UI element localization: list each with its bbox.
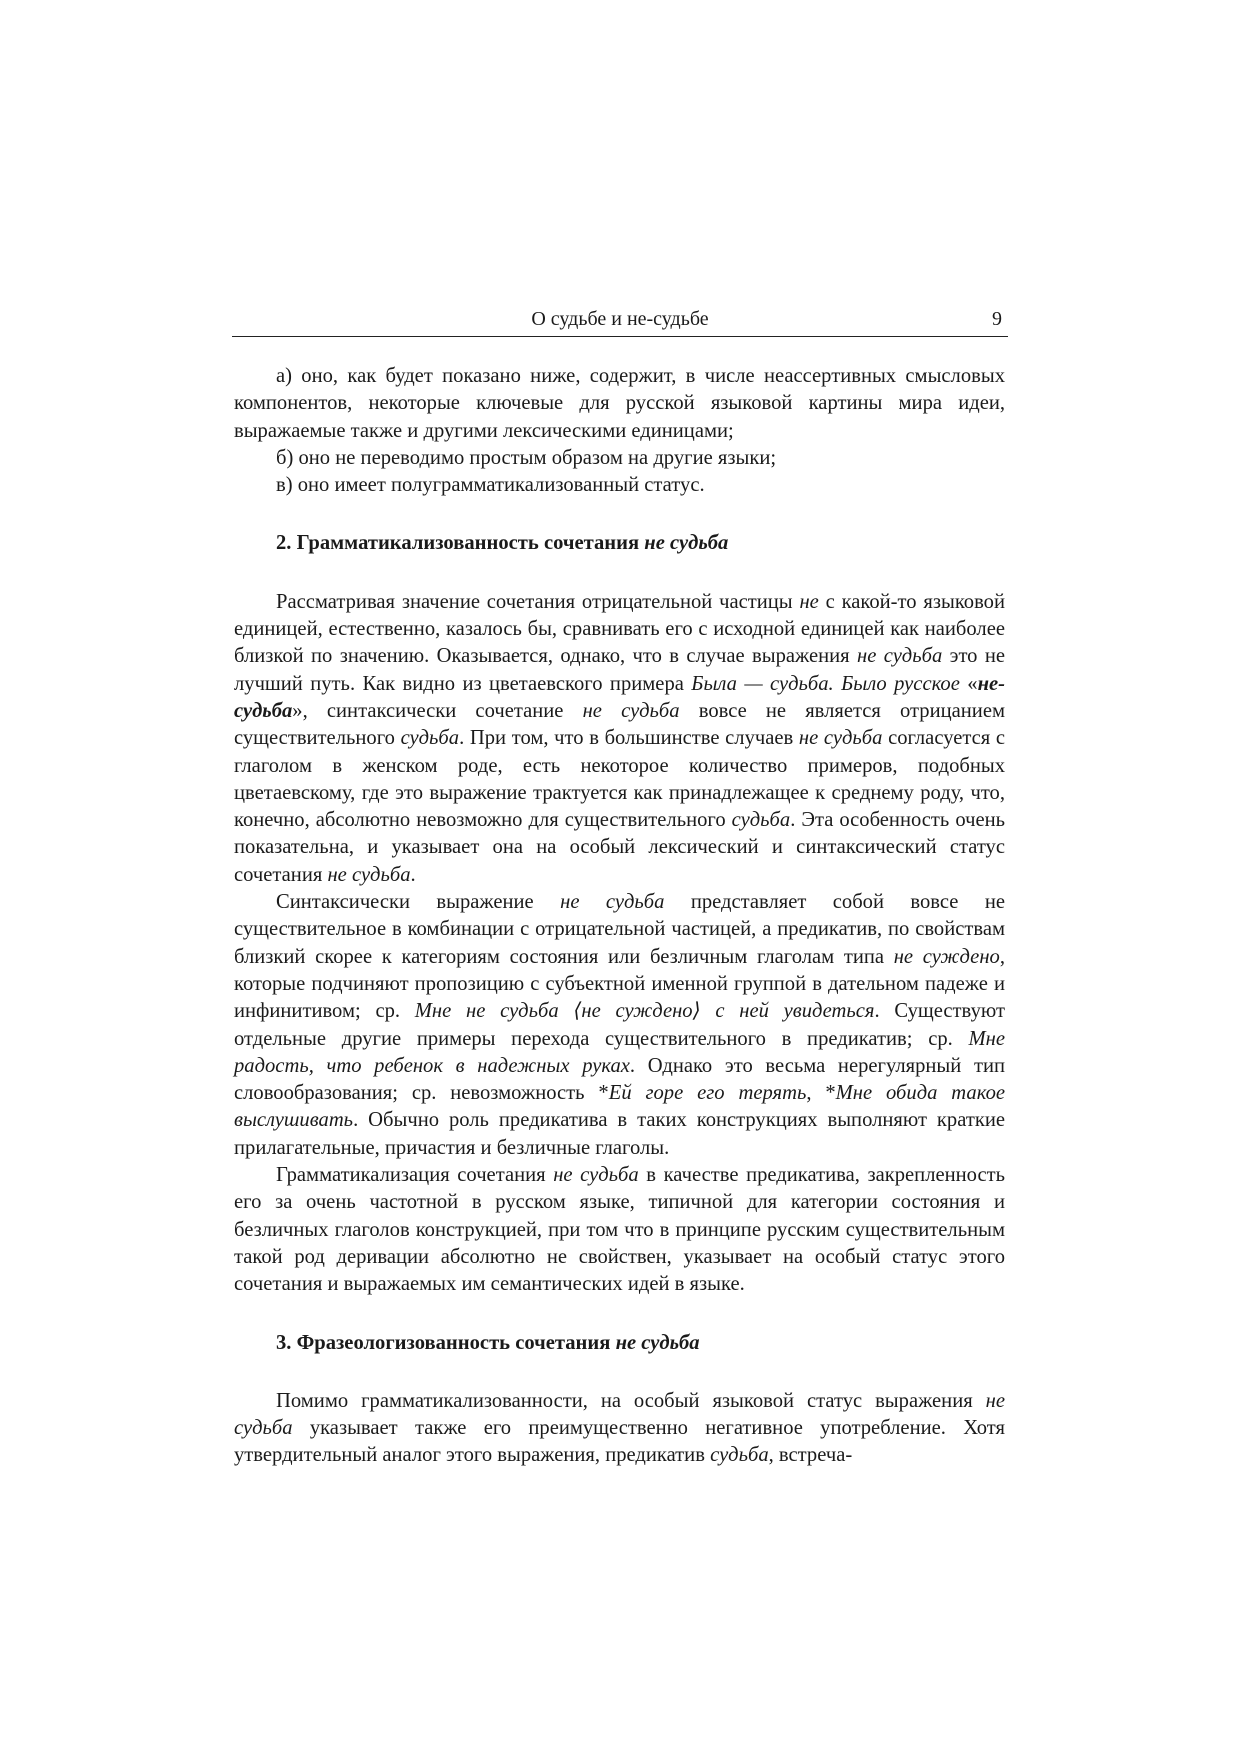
running-title: О судьбе и не-судьбе: [531, 308, 709, 330]
feature-list: [234, 363, 1005, 499]
emphasized-text: Мне радость, что ребенок в надежных руках: [234, 1027, 1005, 1077]
emphasized-text: Была — судьба. Было русское: [691, 672, 968, 695]
emphasized-text: не судьба: [553, 1164, 639, 1187]
section-2-heading-main: 2. Грамматикализованность сочетания: [276, 532, 645, 555]
emphasized-text: не-судьба: [234, 672, 1006, 722]
text-run: Рассматривая значение сочетания отрицательной частицы: [276, 590, 800, 613]
paragraph: [234, 889, 1005, 1162]
text-run: .: [410, 863, 416, 886]
text-run: согласуется с глаголом в женском роде, есть некоторое количество примеров, подобных цветаевскому, где это выражение трактуется как принадлежащее к среднему роду, что, конечно, абсолютно невозможно для существительного: [234, 727, 1006, 832]
emphasized-text: судьба: [400, 727, 460, 750]
list-item: [234, 472, 1005, 499]
text-run: это не лучший путь. Как видно из цветаевского примера: [234, 645, 1005, 695]
section-3-heading-italic: не судьба: [615, 1331, 700, 1354]
emphasized-text: не судьба: [234, 1389, 1005, 1440]
emphasized-text: Ей горе его терять: [608, 1082, 807, 1105]
text-run: . При том, что в большинстве случаев: [459, 727, 799, 750]
text-run: Грамматикализация сочетания: [276, 1164, 554, 1187]
text-run: , *: [806, 1082, 836, 1105]
body-text: [234, 363, 1005, 1470]
paragraph: [234, 1388, 1005, 1470]
emphasized-text: Мне обида такое выслушивать: [234, 1082, 1006, 1132]
emphasized-text: судьба: [710, 1444, 769, 1467]
running-header: [232, 302, 1008, 337]
emphasized-text: не: [799, 590, 819, 613]
emphasized-text: Мне не судьба ⟨не суждено⟩ с ней увидеться: [414, 1000, 875, 1023]
text-run: . Однако это весьма нерегулярный тип словообразования; ср. невозможность *: [234, 1054, 1005, 1105]
section-2-heading: [234, 530, 1005, 557]
list-item: [234, 363, 1005, 445]
text-run: », синтаксически сочетание: [292, 699, 583, 722]
emphasized-text: не судьба: [560, 891, 665, 914]
emphasized-text: не судьба: [327, 863, 411, 886]
paragraph: [234, 589, 1005, 889]
text-run: вовсе не является отрицанием существительного: [234, 699, 1005, 750]
text-run: а) оно, как будет показано ниже, содержит, в числе неассертивных смысловых компонентов, некоторые ключевые для русской языковой картины мира идеи, выражаемые также и другими лексическими единицами;: [234, 365, 1005, 442]
emphasized-text: не судьба: [582, 699, 680, 722]
text-run: указывает также его преимущественно негативное употребление. Хотя утвердительный аналог этого выражения, предикатив: [234, 1417, 1005, 1467]
text-run: в качестве предикатива, закрепленность его за очень частотной в русском языке, типичной для категории состояния и безличных глаголов конструкцией, при том что в принципе русским существительным такой род деривации абсолютно не свойствен, указывает на особый статус этого сочетания и выражаемых им семантических идей в языке.: [234, 1164, 1005, 1296]
text-run: . Обычно роль предикатива в таких конструкциях выполняют краткие прилагательные, причастия и безличные глаголы.: [234, 1109, 1005, 1159]
emphasized-text: не судьба: [857, 645, 943, 668]
text-run: Синтаксически выражение: [276, 891, 561, 914]
text-run: . Существуют отдельные другие примеры перехода существительного в предикатив; ср.: [234, 1000, 1005, 1050]
emphasized-text: не судьба: [798, 727, 883, 750]
paragraph: [234, 1162, 1005, 1298]
text-run: . Эта особенность очень показательна, и указывает она на особый лексический и синтаксический статус сочетания: [234, 809, 1005, 886]
page-number: 9: [992, 308, 1002, 330]
text-run: «: [967, 672, 978, 695]
section-2-heading-italic: не судьба: [644, 532, 729, 555]
emphasized-text: не суждено: [893, 945, 1000, 968]
text-run: представляет собой вовсе не существительное в комбинации с отрицательной частицей, а предикатив, по свойствам близкий скорее к категориям состояния или безличным глаголам типа: [234, 891, 1006, 968]
text-run: б) оно не переводимо простым образом на другие языки;: [276, 446, 777, 469]
text-run: в) оно имеет полуграмматикализованный статус.: [276, 474, 705, 497]
section-3-heading-main: 3. Фразеологизованность сочетания: [276, 1331, 616, 1354]
section-3-heading: [234, 1330, 1005, 1357]
emphasized-text: судьба: [731, 809, 791, 832]
text-run: с какой-то языковой единицей, естественно, казалось бы, сравнивать его с исходной единицей как наиболее близкой по значению. Оказывается, однако, что в случае выражения: [234, 590, 1005, 668]
text-run: , которые подчиняют пропозицию с субъектной именной группой в дательном падеже и инфинитивом; ср.: [234, 945, 1005, 1023]
text-run: , встреча-: [768, 1444, 853, 1467]
list-item: [234, 445, 1005, 472]
text-run: Помимо грамматикализованности, на особый языковой статус выражения: [276, 1389, 986, 1412]
